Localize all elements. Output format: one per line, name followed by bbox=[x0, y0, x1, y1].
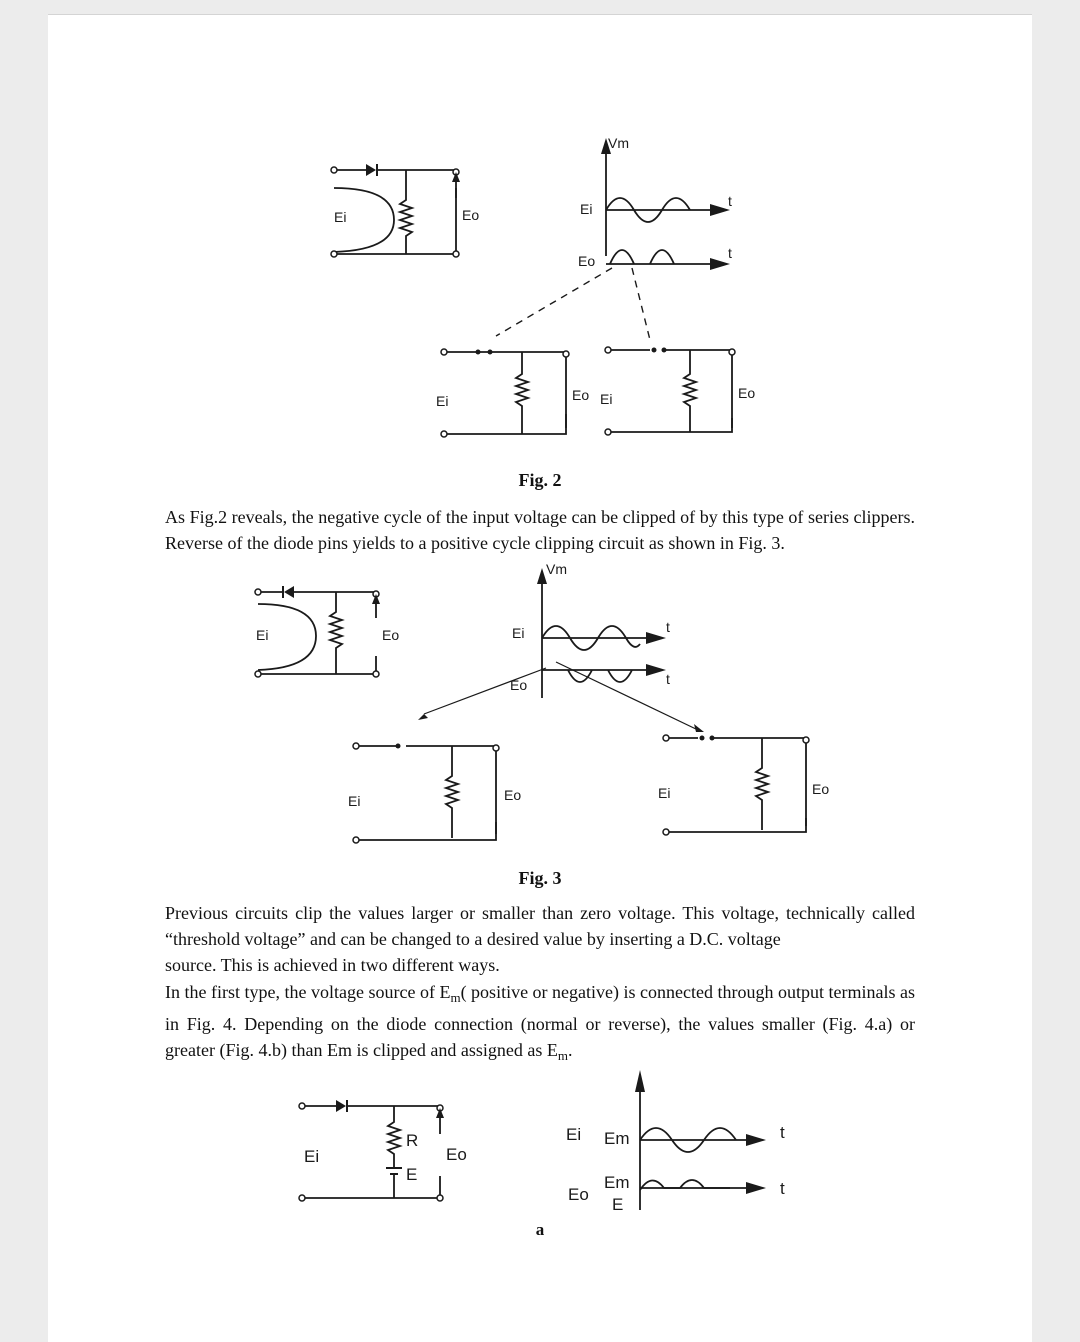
paragraph-threshold-voltage bbox=[165, 900, 915, 978]
fig4a-t-label-2: t bbox=[780, 1179, 785, 1198]
fig3-eo-label-2: Eo bbox=[504, 787, 522, 803]
paragraph-first-type bbox=[165, 979, 915, 1069]
paragraph-threshold-line1: Previous circuits clip the values larger or smaller than zero voltage. This voltage, technically called “threshold voltage” and can be changed to a desired value by inserting a D.C. voltage bbox=[165, 903, 915, 949]
figure-4a-diagram bbox=[290, 1064, 800, 1214]
fig4a-eo-wave-label: Eo bbox=[568, 1185, 589, 1204]
fig4a-circuit bbox=[299, 1100, 467, 1201]
paragraph-first-type-mid: ( positive or negative) is connected through output terminals as in Fig. 4. Depending on the diode connection (normal or reverse), the values smaller (Fig. 4.a) or greater (Fig. 4.b) than Em is clipped and assigned as E bbox=[165, 982, 915, 1060]
fig3-eo-label-3: Eo bbox=[812, 781, 830, 797]
paragraph-first-type-end: . bbox=[568, 1040, 573, 1060]
fig3-ei-label-2: Ei bbox=[348, 793, 361, 809]
fig2-eo-label-3: Eo bbox=[738, 385, 756, 401]
fig2-t-label-2: t bbox=[728, 245, 732, 261]
paragraph-first-type-main: In the first type, the voltage source of E bbox=[165, 982, 451, 1002]
fig2-waveforms bbox=[496, 135, 732, 340]
figure-2-diagram bbox=[320, 128, 760, 448]
fig3-vm-label: Vm bbox=[546, 561, 567, 577]
fig2-ei-label-2: Ei bbox=[436, 393, 449, 409]
fig2-circuit-input bbox=[331, 164, 479, 257]
fig2-ei-wave-label: Ei bbox=[580, 201, 593, 217]
fig3-ei-label-3: Ei bbox=[658, 785, 671, 801]
fig4a-waveforms bbox=[566, 1070, 785, 1214]
fig3-circuit-clipper-2 bbox=[658, 735, 829, 835]
fig2-ei-label-3: Ei bbox=[600, 391, 613, 407]
fig2-circuit-clipper-2 bbox=[600, 347, 755, 435]
fig3-eo-label-1: Eo bbox=[382, 627, 400, 643]
fig2-eo-label-2: Eo bbox=[572, 387, 590, 403]
fig3-circuit-clipper-1 bbox=[348, 743, 521, 843]
subscript-m-2: m bbox=[557, 1048, 569, 1063]
fig3-ei-wave-label: Ei bbox=[512, 625, 525, 641]
fig2-caption: Fig. 2 bbox=[518, 470, 562, 490]
fig3-caption: Fig. 3 bbox=[518, 868, 562, 888]
figure-4a bbox=[290, 1064, 800, 1214]
fig3-circuit-input bbox=[255, 586, 399, 677]
fig4a-eo-label: Eo bbox=[446, 1145, 467, 1164]
fig4a-t-label-1: t bbox=[780, 1123, 785, 1142]
fig4a-ei-wave-label: Ei bbox=[566, 1125, 582, 1144]
figure-2 bbox=[320, 128, 760, 448]
fig3-ei-label-1: Ei bbox=[256, 627, 269, 643]
fig2-ei-label-1: Ei bbox=[334, 209, 347, 225]
paragraph-threshold-line2: source. This is achieved in two different ways. bbox=[165, 955, 500, 975]
fig4a-em-label-2: Em bbox=[604, 1173, 630, 1192]
fig2-eo-wave-label: Eo bbox=[578, 253, 596, 269]
subscript-m-1: m bbox=[450, 990, 461, 1005]
fig4a-e-wave-label: E bbox=[612, 1195, 624, 1214]
fig4a-r-label: R bbox=[406, 1131, 419, 1150]
fig2-eo-label-1: Eo bbox=[462, 207, 480, 223]
fig3-t-label-2: t bbox=[666, 671, 670, 687]
fig3-eo-wave-label: Eo bbox=[510, 677, 528, 693]
fig4a-e-label: E bbox=[406, 1165, 418, 1184]
figure-3-diagram bbox=[248, 556, 838, 850]
fig2-circuit-clipper-1 bbox=[436, 349, 589, 437]
paragraph-fig2-description: As Fig.2 reveals, the negative cycle of the input voltage can be clipped of by this type of series clippers. Reverse of the diode pins yields to a positive cycle clipping circuit as shown in Fig. 3. bbox=[165, 507, 915, 553]
fig4a-caption: a bbox=[535, 1220, 545, 1239]
fig3-waveforms bbox=[418, 561, 704, 732]
fig4a-ei-label: Ei bbox=[304, 1147, 320, 1166]
fig4a-em-label-1: Em bbox=[604, 1129, 630, 1148]
fig2-vm-label: Vm bbox=[608, 135, 629, 151]
figure-3 bbox=[248, 556, 838, 850]
fig2-t-label-1: t bbox=[728, 193, 732, 209]
fig3-t-label-1: t bbox=[666, 619, 670, 635]
